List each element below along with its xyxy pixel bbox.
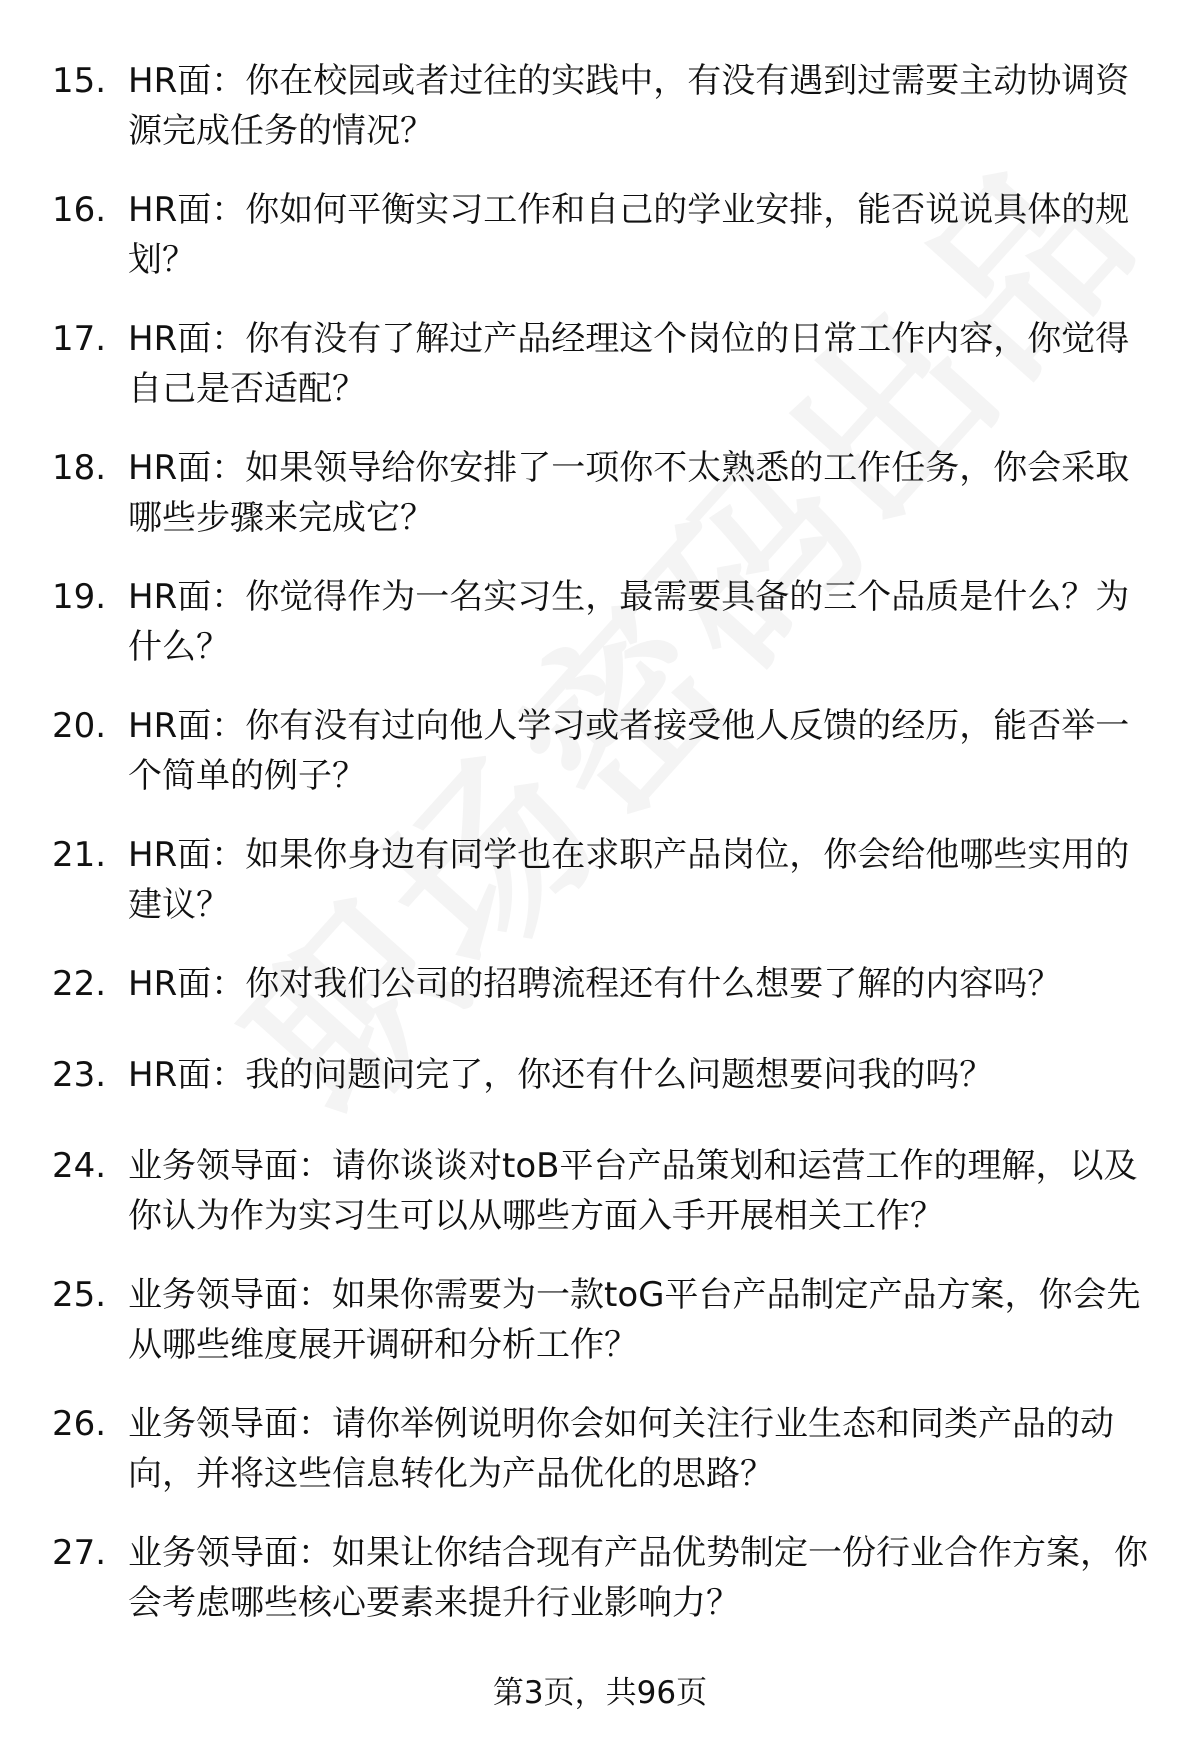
question-number: 17. [52, 319, 107, 359]
question-text: HR面：你如何平衡实习工作和自己的学业安排，能否说说具体的规划？ [128, 190, 1130, 280]
list-item [0, 1141, 1200, 1270]
question-number: 22. [52, 964, 107, 1004]
question-text: 业务领导面：请你谈谈对toB平台产品策划和运营工作的理解，以及你认为作为实习生可以从哪些方面入手开展相关工作？ [128, 1146, 1138, 1236]
list-item [0, 314, 1200, 443]
question-number: 24. [52, 1146, 107, 1186]
question-text: 业务领导面：请你举例说明你会如何关注行业生态和同类产品的动向，并将这些信息转化为产品优化的思路？ [128, 1404, 1114, 1494]
question-number: 15. [52, 61, 107, 101]
page-footer: 第3页，共96页 [492, 1675, 708, 1711]
question-number: 26. [52, 1404, 107, 1444]
list-item [0, 443, 1200, 572]
list-item [0, 1050, 1200, 1141]
list-item [0, 959, 1200, 1050]
question-text: HR面：你有没有过向他人学习或者接受他人反馈的经历，能否举一个简单的例子？ [128, 706, 1130, 796]
question-number: 18. [52, 448, 107, 488]
list-item [0, 1399, 1200, 1528]
question-text: 业务领导面：如果让你结合现有产品优势制定一份行业合作方案，你会考虑哪些核心要素来提升行业影响力？ [128, 1533, 1148, 1623]
question-text: HR面：如果你身边有同学也在求职产品岗位，你会给他哪些实用的建议？ [128, 835, 1130, 925]
question-number: 23. [52, 1055, 107, 1095]
list-item [0, 56, 1200, 185]
question-number: 25. [52, 1275, 107, 1315]
list-item [0, 1270, 1200, 1399]
question-number: 20. [52, 706, 107, 746]
list-item [0, 572, 1200, 701]
question-list [0, 56, 1200, 1657]
question-text: HR面：如果领导给你安排了一项你不太熟悉的工作任务，你会采取哪些步骤来完成它？ [128, 448, 1130, 538]
question-text: HR面：你对我们公司的招聘流程还有什么想要了解的内容吗？ [128, 964, 1062, 1004]
list-item [0, 185, 1200, 314]
question-text: HR面：你在校园或者过往的实践中，有没有遇到过需要主动协调资源完成任务的情况？ [128, 61, 1130, 151]
list-item [0, 830, 1200, 959]
question-text: HR面：我的问题问完了，你还有什么问题想要问我的吗？ [128, 1055, 994, 1095]
list-item [0, 1528, 1200, 1657]
question-number: 19. [52, 577, 107, 617]
question-text: HR面：你觉得作为一名实习生，最需要具备的三个品质是什么？为什么？ [128, 577, 1130, 667]
question-text: HR面：你有没有了解过产品经理这个岗位的日常工作内容，你觉得自己是否适配？ [128, 319, 1130, 409]
question-number: 21. [52, 835, 107, 875]
question-number: 16. [52, 190, 107, 230]
question-number: 27. [52, 1533, 107, 1573]
question-text: 业务领导面：如果你需要为一款toG平台产品制定产品方案，你会先从哪些维度展开调研和分析工作？ [128, 1275, 1141, 1365]
list-item [0, 701, 1200, 830]
